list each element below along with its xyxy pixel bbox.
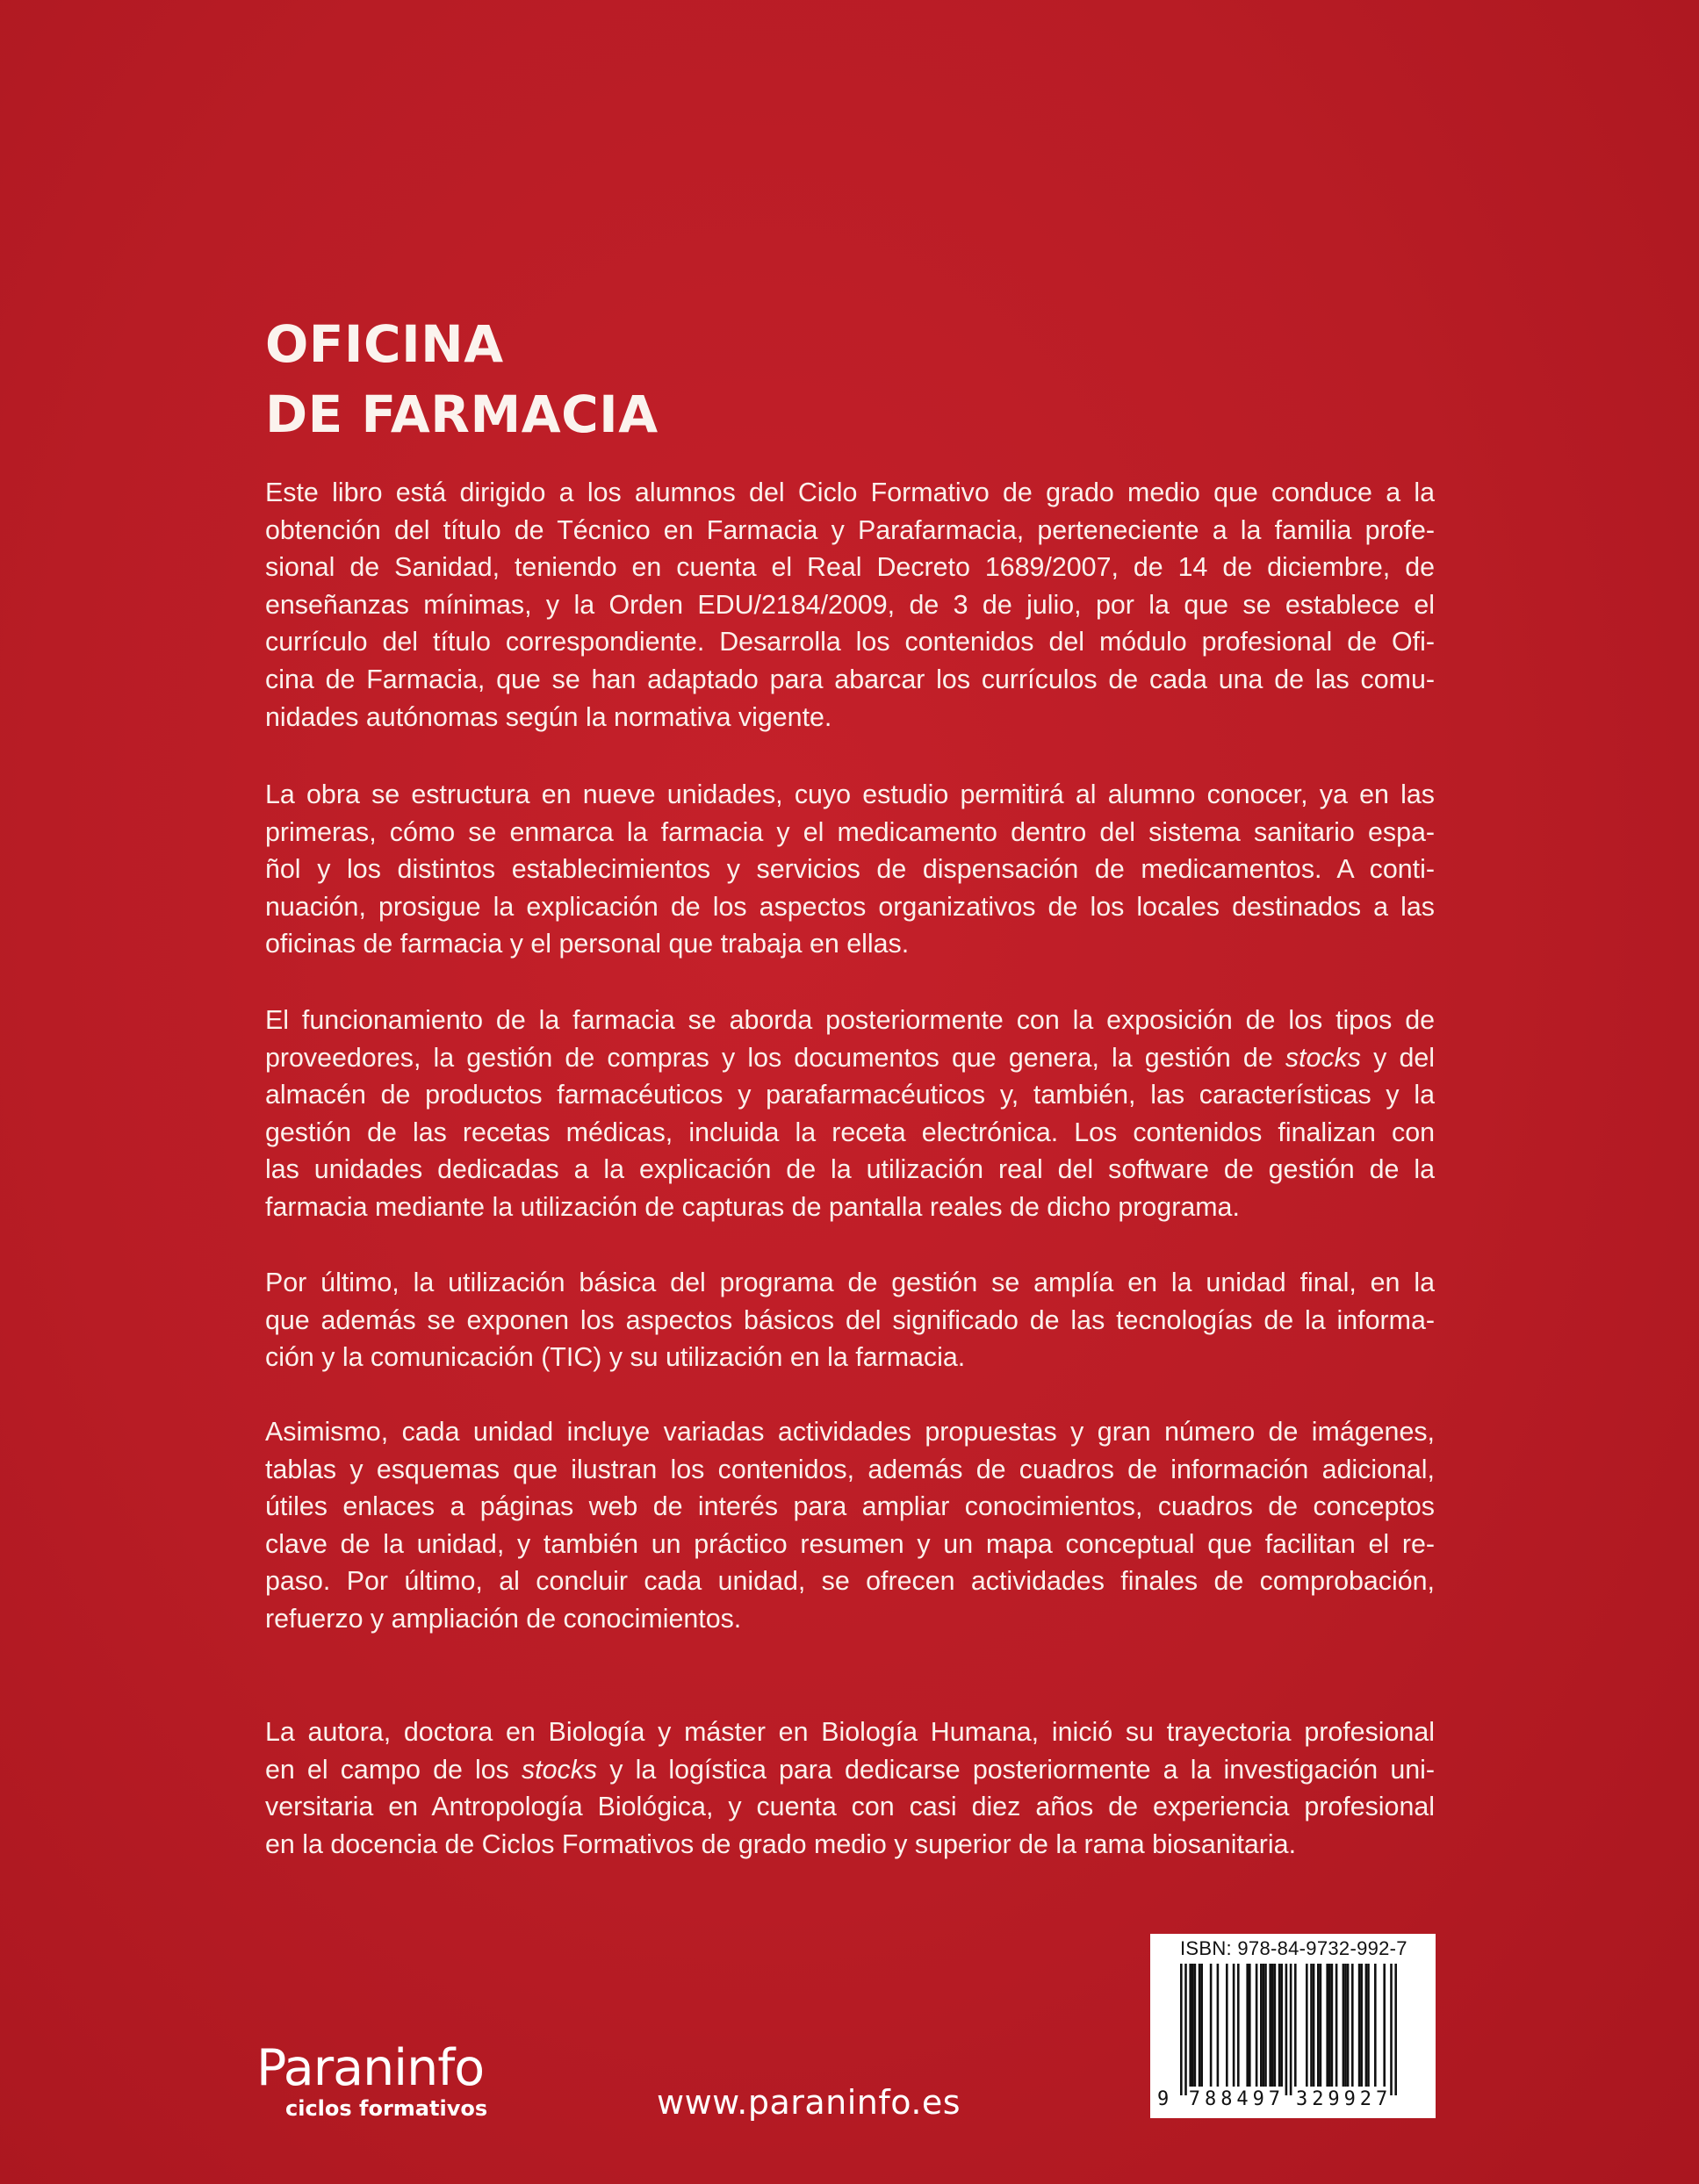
paragraph-final-unit [265,1264,1435,1376]
paragraph-line: útiles enlaces a páginas web de interés para ampliar conocimientos, cuadros de conceptos [265,1491,1435,1522]
barcode-bar [1210,1964,1213,2087]
paragraph-line: nuación, prosigue la explicación de los aspectos organizativos de los locales destinados a las [265,891,1435,922]
paragraph-line: almacén de productos farmacéuticos y parafarmacéuticos y, también, las características y la [265,1080,1435,1110]
publisher-url: www.paraninfo.es [657,2083,961,2122]
paragraph-line: La autora, doctora en Biología y máster en Biología Humana, inició su trayectoria profesional [265,1717,1435,1747]
barcode-bar [1199,1964,1201,2087]
barcode-bar [1294,1964,1297,2087]
paragraph-line: Por último, la utilización básica del programa de gestión se amplía en la unidad final, en la [265,1268,1435,1297]
publisher-tagline: ciclos formativos [285,2096,488,2121]
paragraph-line: en la docencia de Ciclos Formativos de grado medio y superior de la rama biosanitaria. [265,1828,1297,1859]
publisher-name: Paraninfo [256,2039,485,2097]
barcode-bar [1285,1964,1288,2095]
paragraph-line: El funcionamiento de la farmacia se aborda posteriormente con la exposición de los tipos de [265,1005,1435,1035]
barcode-digit: 4 [1236,2088,1249,2110]
barcode-bar [1189,1964,1191,2087]
paragraph-author [265,1713,1435,1863]
barcode-bar [1320,1964,1322,2087]
paragraph-line: farmacia mediante la utilización de capturas de pantalla reales de dicho programa. [265,1191,1240,1222]
paragraph-line: clave de la unidad, y también un práctico resumen y un mapa conceptual que facilitan el re- [265,1528,1435,1559]
paragraph-line: nidades autónomas según la normativa vigente. [265,701,832,732]
barcode-bar [1237,1964,1240,2087]
barcode-bar [1347,1964,1350,2087]
barcode-bar [1233,1964,1235,2087]
isbn-barcode [1150,1934,1436,2118]
barcode-digit: 2 [1312,2088,1324,2110]
barcode-bar [1269,1964,1271,2087]
paragraph-line: gestión de las recetas médicas, incluida la receta electrónica. Los contenidos finalizan con [265,1117,1435,1147]
barcode-bar [1184,1964,1187,2095]
barcode-bar [1313,1964,1315,2087]
barcode-bar [1194,1964,1197,2087]
barcode-digit: 7 [1188,2088,1201,2110]
barcode-bar [1360,1964,1363,2087]
paragraph-line: Asimismo, cada unidad incluye variadas actividades propuestas y gran número de imágenes, [265,1417,1435,1447]
barcode-bar [1191,1964,1194,2087]
paragraph-line: primeras, cómo se enmarca la farmacia y el medicamento dentro del sistema sanitario espa- [265,816,1435,847]
paragraph-line: sional de Sanidad, teniendo en cuenta el Real Decreto 1689/2007, de 14 de diciembre, de [265,552,1435,583]
barcode-bar [1317,1964,1320,2087]
paragraph-line: paso. Por último, al concluir cada unidad, se ofrecen actividades finales de comprobación, [265,1566,1435,1597]
paragraph-line: las unidades dedicadas a la explicación de la utilización real del software de gestión de la [265,1154,1435,1185]
paragraph-line: versitaria en Antropología Biológica, y cuenta con casi diez años de experiencia profesional [265,1792,1435,1822]
paragraph-structure [265,776,1435,963]
barcode-bar [1344,1964,1347,2087]
barcode-digit: 9 [1343,2088,1356,2110]
barcode-bar [1328,1964,1331,2087]
barcode-bar [1271,1964,1274,2087]
barcode-digit: 2 [1359,2088,1372,2110]
barcode-bar [1280,1964,1283,2087]
paragraph-line: oficinas de farmacia y el personal que trabaja en ellas. [265,929,910,959]
barcode-digit: 8 [1220,2088,1233,2110]
barcode-digit: 9 [1328,2088,1340,2110]
barcode-bar [1290,1964,1292,2095]
paragraph-line: que además se exponen los aspectos básicos del significado de las tecnologías de la informa- [265,1304,1435,1335]
paragraph-line: refuerzo y ampliación de conocimientos. [265,1603,742,1634]
paragraph-line: proveedores, la gestión de compras y los documentos que genera, la gestión de stocks y del [265,1042,1436,1073]
barcode-bar [1331,1964,1334,2087]
barcode-bar [1246,1964,1249,2087]
paragraph-line: ñol y los distintos establecimientos y servicios de dispensación de medicamentos. A conti- [265,854,1435,885]
barcode-bar [1383,1964,1386,2087]
paragraph-line: ción y la comunicación (TIC) y su utilización en la farmacia. [265,1342,966,1373]
barcode-bar [1310,1964,1313,2087]
paragraph-line: en el campo de los stocks y la logística para dedicarse posteriormente a la investigación uni- [265,1754,1435,1785]
barcode-digit: 7 [1376,2088,1388,2110]
book-title-line-1: OFICINA [265,314,504,374]
barcode-bar [1260,1964,1263,2087]
barcode-bar [1343,1964,1345,2087]
barcode-bar [1351,1964,1354,2087]
barcode-bar [1367,1964,1370,2087]
paragraph-operation [265,1002,1435,1226]
paragraph-intro [265,474,1435,736]
barcode-bar [1274,1964,1277,2087]
barcode-bar [1217,1964,1220,2087]
barcode-bar [1335,1964,1338,2087]
barcode-bar [1264,1964,1267,2087]
paragraph-line: currículo del título correspondiente. Desarrolla los contenidos del módulo profesional de Ofi- [265,627,1435,657]
barcode-bar [1278,1964,1281,2087]
barcode-digit: 8 [1205,2088,1217,2110]
barcode-digit: 7 [1268,2088,1281,2110]
barcode-bar [1249,1964,1251,2087]
paragraph-line: obtención del título de Técnico en Farmacia y Parafarmacia, perteneciente a la familia profe- [265,514,1435,545]
publisher-logo [256,2041,520,2122]
paragraph-line: La obra se estructura en nueve unidades, cuyo estudio permitirá al alumno conocer, ya en las [265,779,1435,809]
paragraph-activities [265,1413,1435,1638]
barcode-bar [1200,1964,1203,2087]
barcode-bar [1326,1964,1328,2087]
paragraph-line: cina de Farmacia, que se han adaptado para abarcar los currículos de cada una de las comu- [265,664,1435,694]
barcode-bar [1226,1964,1228,2087]
book-title [265,309,659,449]
barcode-digit: 9 [1157,2088,1170,2110]
barcode-digit: 3 [1296,2088,1308,2110]
barcode-bar [1256,1964,1258,2087]
barcode-bar [1365,1964,1368,2087]
barcode-bar [1263,1964,1265,2087]
paragraph-line: Este libro está dirigido a los alumnos del Ciclo Formativo de grado medio que conduce a la [265,478,1435,507]
barcode-digit: 9 [1252,2088,1264,2110]
barcode-bar [1394,1964,1397,2095]
barcode-bar [1374,1964,1377,2087]
isbn-label: ISBN: 978-84-9732-992-7 [1180,1937,1407,1959]
paragraph-line: tablas y esquemas que ilustran los contenidos, además de cuadros de información adicional, [265,1454,1435,1484]
barcode-bar [1390,1964,1393,2095]
barcode-bar [1180,1964,1183,2095]
barcode-bar [1358,1964,1361,2087]
book-title-line-2: DE FARMACIA [265,384,659,444]
paragraph-line: enseñanzas mínimas, y la Orden EDU/2184/2009, de 3 de julio, por la que se establece el [265,589,1435,620]
barcode-bar [1306,1964,1308,2087]
